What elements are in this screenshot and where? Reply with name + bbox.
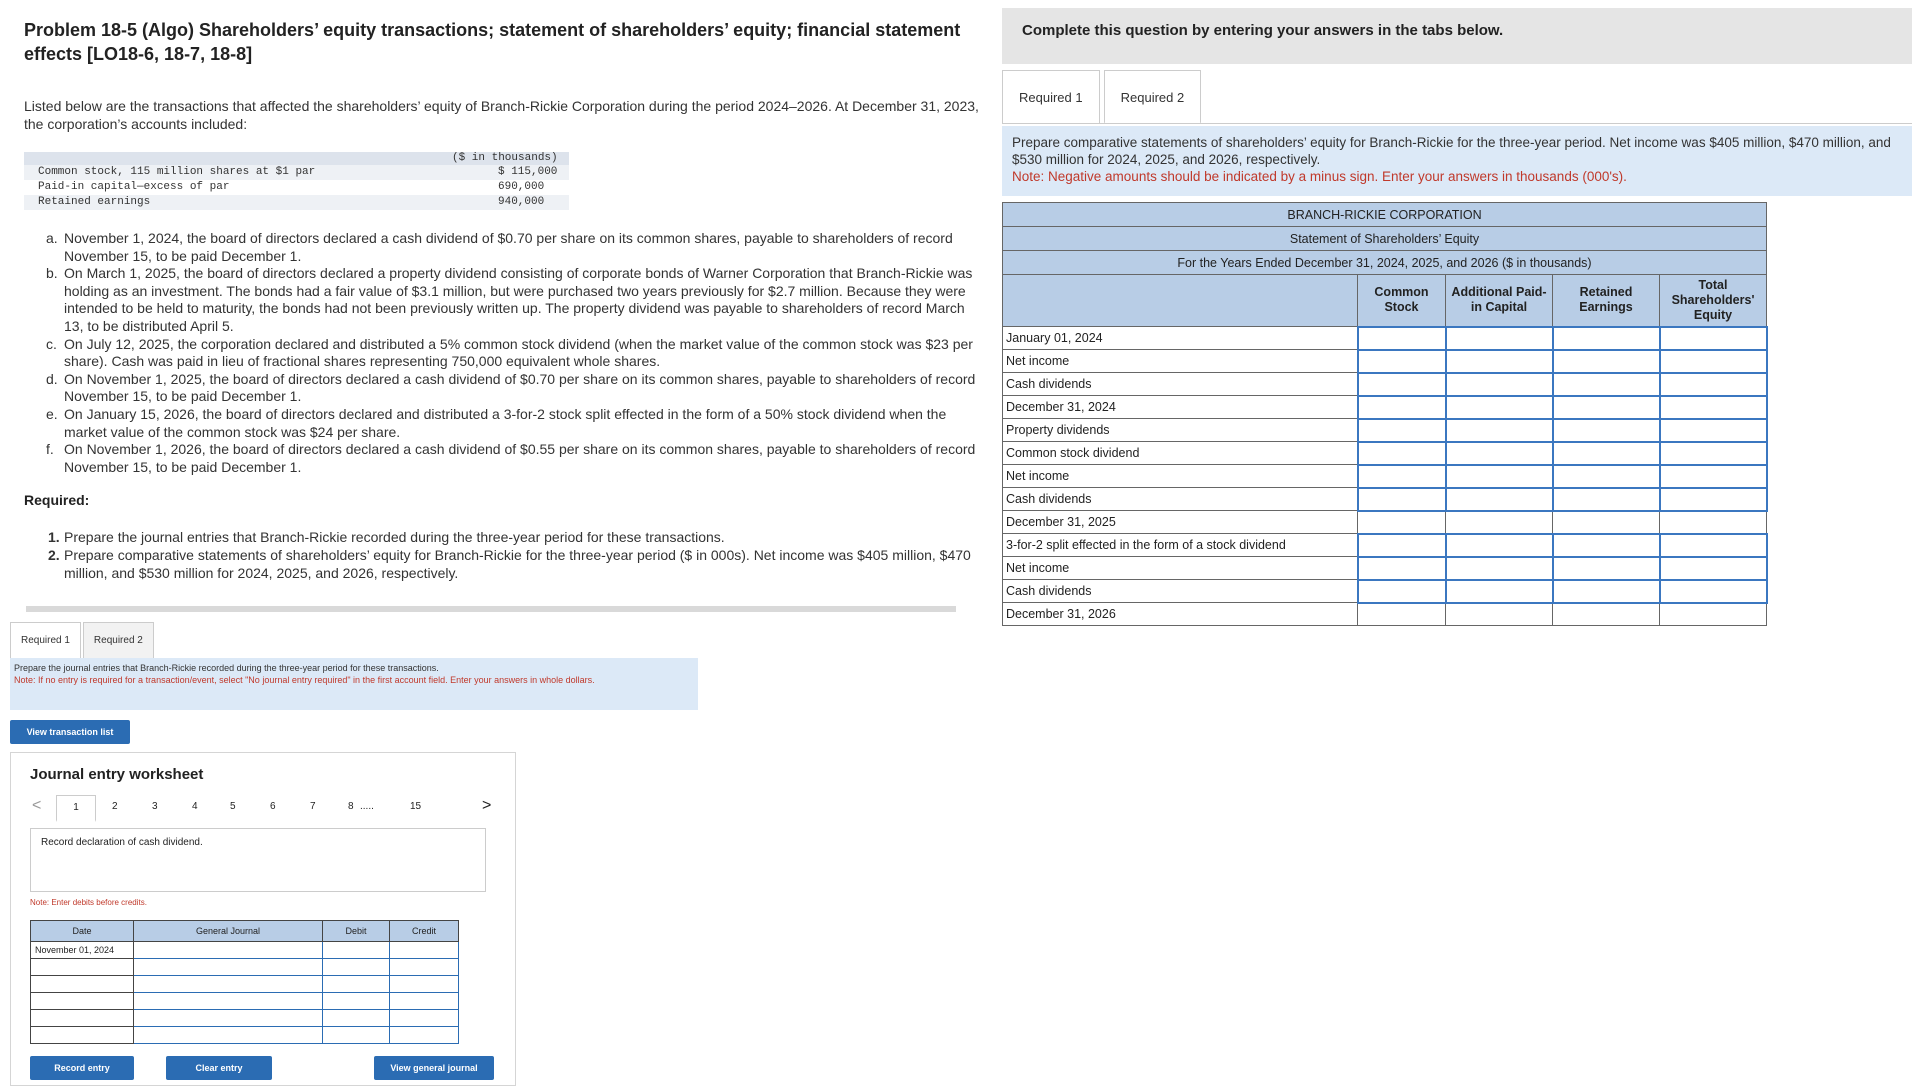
- list-item: d. On November 1, 2025, the board of directors declared a cash dividend of $0.70 per share on its common shares, payable to shareholders of record November 15, to be paid December 1.: [46, 370, 976, 405]
- statement-row-label: Cash dividends: [1003, 488, 1358, 511]
- apic-input[interactable]: [1446, 419, 1553, 442]
- retained-earnings-input[interactable]: [1553, 373, 1660, 396]
- view-transaction-list-button[interactable]: View transaction list: [10, 720, 130, 744]
- table-row: [31, 993, 459, 1010]
- credit-input[interactable]: [390, 959, 459, 976]
- debit-input[interactable]: [323, 959, 390, 976]
- list-item: 1. Prepare the journal entries that Branch-Rickie recorded during the three-year period for these transactions.: [48, 529, 725, 545]
- date-cell: [31, 976, 134, 993]
- page-8[interactable]: 8: [348, 801, 354, 812]
- statement-row-label: December 31, 2024: [1003, 396, 1358, 419]
- statement-row-label: Net income: [1003, 465, 1358, 488]
- total-equity-input[interactable]: [1660, 580, 1767, 603]
- table-row: [31, 1027, 459, 1044]
- retained-earnings-input[interactable]: [1553, 557, 1660, 580]
- statement-row: [1003, 327, 1767, 350]
- account-row: Common stock, 115 million shares at $1 par $ 115,000: [24, 165, 569, 180]
- common-stock-input[interactable]: [1358, 327, 1446, 350]
- date-cell: [31, 993, 134, 1010]
- statement-row-label: December 31, 2025: [1003, 511, 1358, 534]
- common-stock-input[interactable]: [1358, 350, 1446, 373]
- small-tab-required-1[interactable]: Required 1: [10, 622, 81, 658]
- list-item: e. On January 15, 2026, the board of directors declared and distributed a 3-for-2 stock split effected in the form of a 50% stock dividend when the market value of the common stock was $24 per share.: [46, 405, 947, 440]
- small-tab-bar: [10, 622, 156, 658]
- statement-row: [1003, 442, 1767, 465]
- tab-bar: [1002, 70, 1205, 124]
- page-ellipsis: .....: [360, 801, 374, 812]
- debits-note: Note: Enter debits before credits.: [30, 898, 147, 907]
- total-equity-header: Total Shareholders' Equity: [1660, 275, 1767, 327]
- total-equity-input[interactable]: [1660, 488, 1767, 511]
- date-cell: [31, 959, 134, 976]
- apic-input[interactable]: [1446, 350, 1553, 373]
- small-instructions: Prepare the journal entries that Branch-Rickie recorded during the three-year period for these transactions. Note: If no entry is required for a transaction/event, select "No journal entry required" in the first account field. Enter your answers in whole dollars.: [10, 658, 698, 710]
- row-label-header: [1003, 275, 1358, 327]
- account-input[interactable]: [134, 959, 323, 976]
- tab-divider: [1002, 123, 1912, 124]
- apic-input[interactable]: [1446, 534, 1553, 557]
- requirements-list: [48, 528, 978, 582]
- tab-required-1[interactable]: Required 1: [1002, 70, 1100, 124]
- table-row: [31, 976, 459, 993]
- retained-earnings-input[interactable]: [1553, 327, 1660, 350]
- entry-note: Note: Negative amounts should be indicated by a minus sign. Enter your answers in thousands (000's).: [1012, 169, 1627, 184]
- common-stock-input[interactable]: [1358, 534, 1446, 557]
- list-item: 2. Prepare comparative statements of shareholders’ equity for Branch-Rickie for the three-year period ($ in 000s). Net income was $405 million, $470 million, and $530 million for 2024, 2025, and 2026, respectively.: [48, 547, 971, 581]
- debit-input[interactable]: [323, 976, 390, 993]
- retained-earnings-input[interactable]: [1553, 465, 1660, 488]
- statement-row: [1003, 580, 1767, 603]
- page-4[interactable]: 4: [192, 801, 198, 812]
- apic-input[interactable]: [1446, 327, 1553, 350]
- common-stock-input[interactable]: [1358, 557, 1446, 580]
- total-equity-input: [1660, 511, 1767, 534]
- total-equity-input[interactable]: [1660, 465, 1767, 488]
- statement-row-label: Cash dividends: [1003, 580, 1358, 603]
- apic-input[interactable]: [1446, 396, 1553, 419]
- list-item: b. On March 1, 2025, the board of directors declared a property dividend consisting of corporate bonds of Warner Corporation that Branch-Rickie was holding as an investment. The bonds had a fair value of $3.1 million, but were purchased two years previously for $2.7 million. Because they were intended to be held to maturity, the bonds had not been previously written up. The property dividend was payable to shareholders of record March 13, to be distributed April 5.: [46, 265, 973, 334]
- retained-earnings-input[interactable]: [1553, 580, 1660, 603]
- debit-input[interactable]: [323, 1027, 390, 1044]
- common-stock-input[interactable]: [1358, 465, 1446, 488]
- account-row: Retained earnings 940,000: [24, 195, 569, 210]
- statement-row-label: 3-for-2 split effected in the form of a stock dividend: [1003, 534, 1358, 557]
- transaction-list: [46, 230, 976, 476]
- apic-input[interactable]: [1446, 373, 1553, 396]
- apic-input[interactable]: [1446, 465, 1553, 488]
- statement-row: [1003, 534, 1767, 557]
- account-input[interactable]: [134, 976, 323, 993]
- common-stock-input[interactable]: [1358, 419, 1446, 442]
- general-journal-header: General Journal: [134, 921, 323, 942]
- retained-earnings-input[interactable]: [1553, 350, 1660, 373]
- debit-input[interactable]: [323, 942, 390, 959]
- statement-row-label: Common stock dividend: [1003, 442, 1358, 465]
- required-heading: Required:: [24, 492, 90, 508]
- statement-row: [1003, 373, 1767, 396]
- debit-input[interactable]: [323, 993, 390, 1010]
- total-equity-input[interactable]: [1660, 442, 1767, 465]
- common-stock-input: [1358, 603, 1446, 626]
- apic-input[interactable]: [1446, 557, 1553, 580]
- statement-row-label: Property dividends: [1003, 419, 1358, 442]
- debit-header: Debit: [323, 921, 390, 942]
- date-cell: November 01, 2024: [31, 942, 134, 959]
- retained-earnings-input: [1553, 603, 1660, 626]
- statement-row-label: January 01, 2024: [1003, 327, 1358, 350]
- account-input[interactable]: [134, 942, 323, 959]
- prev-arrow-icon[interactable]: <: [32, 797, 42, 814]
- page-7[interactable]: 7: [310, 801, 316, 812]
- statement-row-label: Net income: [1003, 350, 1358, 373]
- problem-intro: Listed below are the transactions that affected the shareholders’ equity of Branch-Rickie Corporation during the period 2024–2026. At December 31, 2023, the corporation’s accounts included:: [24, 98, 979, 132]
- retained-earnings-input[interactable]: [1553, 396, 1660, 419]
- statement-row: [1003, 603, 1767, 626]
- page-6[interactable]: 6: [270, 801, 276, 812]
- page-15[interactable]: 15: [410, 801, 422, 812]
- statement-row: [1003, 488, 1767, 511]
- apic-header: Additional Paid-in Capital: [1446, 275, 1553, 327]
- next-arrow-icon[interactable]: >: [482, 797, 492, 814]
- statement-row: [1003, 511, 1767, 534]
- journal-worksheet-title: Journal entry worksheet: [30, 766, 204, 783]
- credit-input[interactable]: [390, 1010, 459, 1027]
- apic-input[interactable]: [1446, 488, 1553, 511]
- shareholders-equity-statement: [1002, 202, 1768, 626]
- debit-input[interactable]: [323, 1010, 390, 1027]
- statement-period: For the Years Ended December 31, 2024, 2025, and 2026 ($ in thousands): [1003, 251, 1767, 275]
- statement-row-label: Net income: [1003, 557, 1358, 580]
- list-item: c. On July 12, 2025, the corporation declared and distributed a 5% common stock dividend (when the market value of the common stock was $23 per share). Cash was paid in lieu of fractional shares representing 750,000 equivalent whole shares.: [46, 335, 973, 370]
- retained-earnings-input[interactable]: [1553, 534, 1660, 557]
- total-equity-input[interactable]: [1660, 327, 1767, 350]
- tab-required-2[interactable]: Required 2: [1104, 70, 1202, 124]
- statement-row: [1003, 396, 1767, 419]
- clear-entry-button[interactable]: Clear entry: [166, 1056, 272, 1080]
- statement-name: Statement of Shareholders’ Equity: [1003, 227, 1767, 251]
- required-2-instructions: Prepare comparative statements of shareholders’ equity for Branch-Rickie for the three-year period. Net income was $405 million, $470 million, and $530 million for 2024, 2025, and 2026, respectively. Note: Negative amounts should be indicated by a minus sign. Enter your answers in thousands (000's).: [1002, 126, 1912, 196]
- apic-input: [1446, 511, 1553, 534]
- retained-earnings-input[interactable]: [1553, 488, 1660, 511]
- credit-header: Credit: [390, 921, 459, 942]
- account-row: Paid-in capital—excess of par 690,000: [38, 181, 545, 193]
- apic-input[interactable]: [1446, 442, 1553, 465]
- total-equity-input[interactable]: [1660, 534, 1767, 557]
- accounts-header: ($ in thousands): [452, 152, 558, 164]
- table-row: [31, 1010, 459, 1027]
- account-input[interactable]: [134, 1010, 323, 1027]
- divider: [26, 606, 956, 612]
- page-5[interactable]: 5: [230, 801, 236, 812]
- total-equity-input: [1660, 603, 1767, 626]
- table-row: [31, 959, 459, 976]
- statement-row-label: Cash dividends: [1003, 373, 1358, 396]
- retained-earnings-input[interactable]: [1553, 419, 1660, 442]
- page-2[interactable]: 2: [112, 801, 118, 812]
- total-equity-input[interactable]: [1660, 373, 1767, 396]
- common-stock-input[interactable]: [1358, 373, 1446, 396]
- credit-input[interactable]: [390, 942, 459, 959]
- statement-row: [1003, 350, 1767, 373]
- small-tab-required-2[interactable]: Required 2: [83, 622, 154, 658]
- date-cell: [31, 1010, 134, 1027]
- list-item: f. On November 1, 2026, the board of directors declared a cash dividend of $0.55 per share on its common shares, payable to shareholders of record November 15, to be paid December 1.: [46, 441, 976, 475]
- company-name: BRANCH-RICKIE CORPORATION: [1003, 203, 1767, 227]
- retained-earnings-input[interactable]: [1553, 442, 1660, 465]
- account-input[interactable]: [134, 1027, 323, 1044]
- total-equity-input[interactable]: [1660, 557, 1767, 580]
- record-entry-button[interactable]: Record entry: [30, 1056, 134, 1080]
- view-general-journal-button[interactable]: View general journal: [374, 1056, 494, 1080]
- credit-input[interactable]: [390, 993, 459, 1010]
- problem-title: Problem 18-5 (Algo) Shareholders’ equity transactions; statement of shareholders’ equity; financial statement effects [LO18-6, 18-7, 18-8]: [24, 20, 961, 64]
- instructions-banner: Complete this question by entering your answers in the tabs below.: [1002, 8, 1912, 64]
- page-3[interactable]: 3: [152, 801, 158, 812]
- table-row: [31, 942, 459, 959]
- statement-row: [1003, 419, 1767, 442]
- statement-row-label: December 31, 2026: [1003, 603, 1358, 626]
- common-stock-input[interactable]: [1358, 442, 1446, 465]
- apic-input: [1446, 603, 1553, 626]
- statement-row: [1003, 557, 1767, 580]
- apic-input[interactable]: [1446, 580, 1553, 603]
- statement-row: [1003, 465, 1767, 488]
- common-stock-input: [1358, 511, 1446, 534]
- retained-earnings-input: [1553, 511, 1660, 534]
- credit-input[interactable]: [390, 976, 459, 993]
- date-cell: [31, 1027, 134, 1044]
- common-stock-input[interactable]: [1358, 488, 1446, 511]
- entry-description: Record declaration of cash dividend.: [30, 828, 486, 892]
- total-equity-input[interactable]: [1660, 419, 1767, 442]
- retained-earnings-header: Retained Earnings: [1553, 275, 1660, 327]
- date-header: Date: [31, 921, 134, 942]
- journal-entry-table: [30, 920, 459, 1044]
- page-1[interactable]: 1: [56, 795, 96, 822]
- total-equity-input[interactable]: [1660, 350, 1767, 373]
- common-stock-header: Common Stock: [1358, 275, 1446, 327]
- total-equity-input[interactable]: [1660, 396, 1767, 419]
- opening-accounts-table: [24, 152, 569, 210]
- entry-pager: [30, 795, 490, 819]
- credit-input[interactable]: [390, 1027, 459, 1044]
- list-item: a. November 1, 2024, the board of directors declared a cash dividend of $0.70 per share on its common shares, payable to shareholders of record November 15, to be paid December 1.: [46, 230, 953, 264]
- common-stock-input[interactable]: [1358, 396, 1446, 419]
- account-input[interactable]: [134, 993, 323, 1010]
- common-stock-input[interactable]: [1358, 580, 1446, 603]
